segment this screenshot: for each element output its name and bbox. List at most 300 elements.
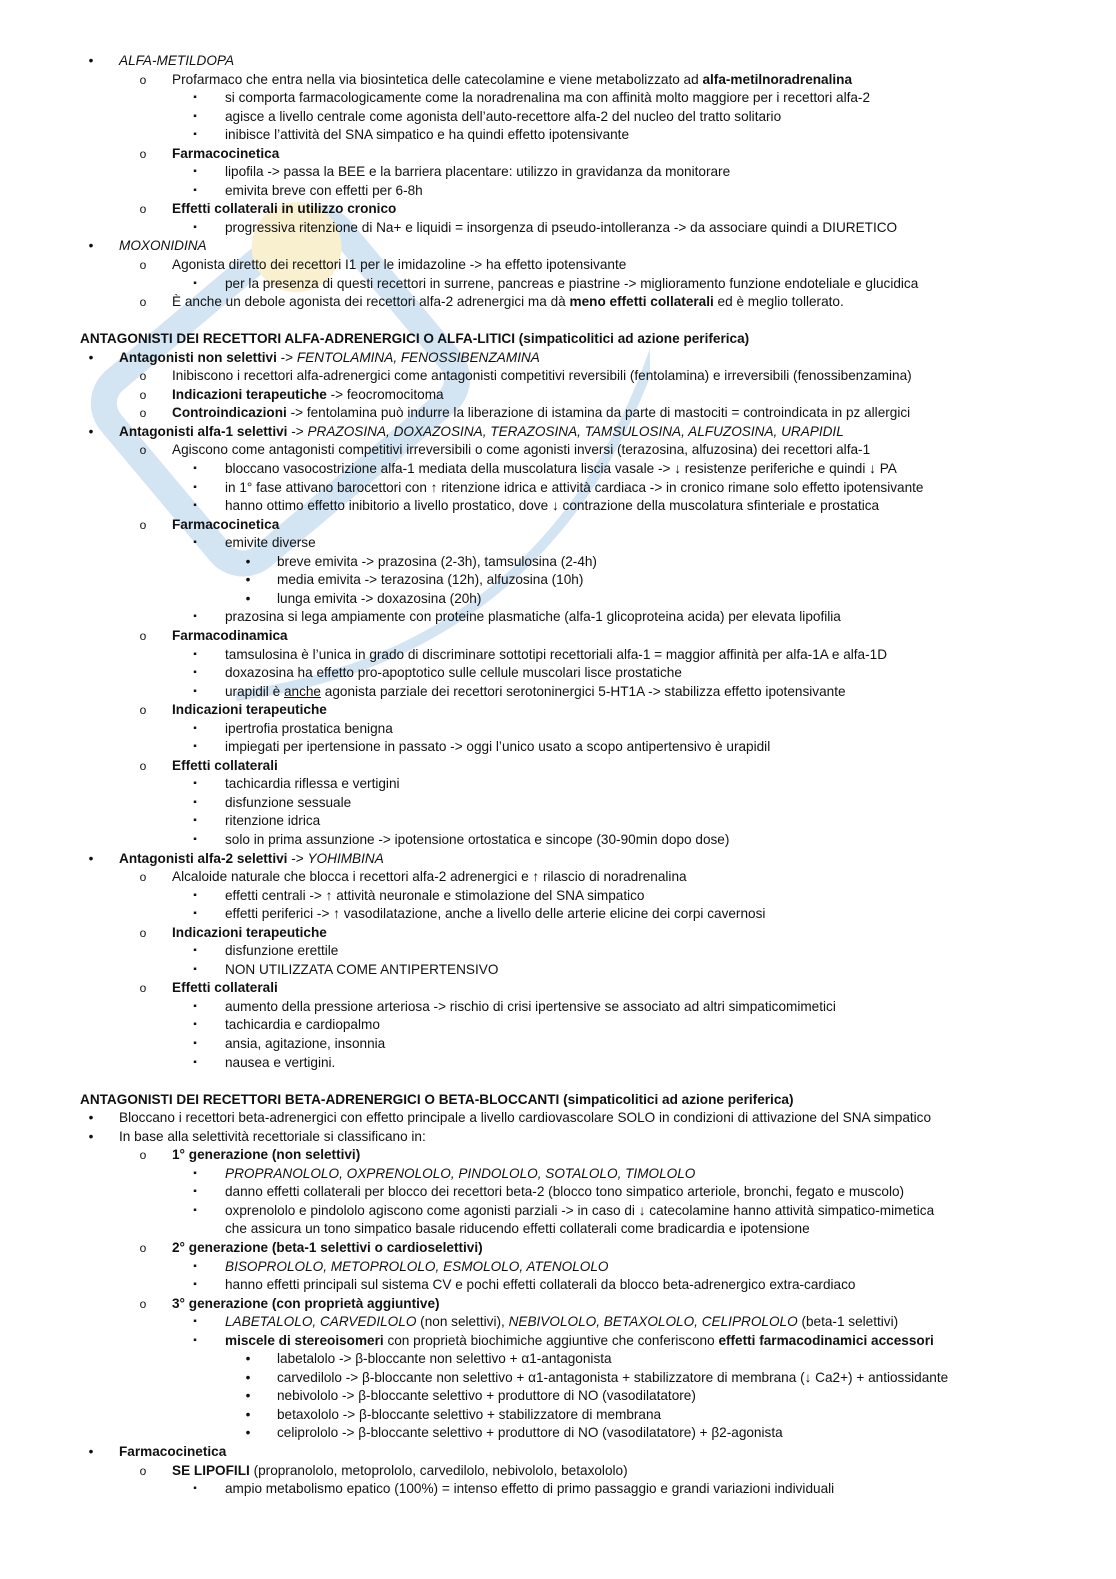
- list-item-text: [225, 831, 729, 850]
- list-item-text: [225, 275, 918, 294]
- text-run: lunga emivita -> doxazosina (20h): [277, 590, 482, 606]
- list-item-text: [172, 627, 288, 646]
- text-run: ANTAGONISTI DEI RECETTORI BETA-ADRENERGICI O BETA-BLOCCANTI (simpaticolitici ad azione periferica): [80, 1091, 794, 1107]
- list-item-level-3: [0, 460, 1116, 479]
- bullet-icon: ▪: [193, 648, 197, 660]
- list-item-level-4: [0, 1387, 1116, 1406]
- text-run: SE LIPOFILI: [172, 1462, 250, 1478]
- list-item-text: [225, 108, 781, 127]
- list-item-text: [225, 646, 887, 665]
- list-item-level-1: [0, 1443, 1116, 1462]
- list-item-level-3: [0, 108, 1116, 127]
- list-item-level-1: [0, 349, 1116, 368]
- text-run: NON UTILIZZATA COME ANTIPERTENSIVO: [225, 961, 499, 977]
- bullet-icon: •: [245, 572, 251, 588]
- text-run: anche: [283, 683, 321, 699]
- bullet-icon: ▪: [193, 1204, 197, 1216]
- text-run: YOHIMBINA: [307, 850, 384, 866]
- list-item-text: [172, 757, 278, 776]
- bullet-icon: ▪: [193, 908, 197, 920]
- list-item-text: [225, 1258, 609, 1277]
- list-item-text: [225, 887, 644, 906]
- bullet-icon: •: [245, 1425, 251, 1441]
- bullet-icon: o: [139, 258, 147, 273]
- text-run: Antagonisti alfa-1 selettivi: [119, 423, 288, 439]
- section-heading: [0, 330, 1116, 349]
- bullet-icon: o: [139, 758, 147, 773]
- list-item-text: [225, 1183, 904, 1202]
- text-run: breve emivita -> prazosina (2-3h), tamsulosina (2-4h): [277, 553, 597, 569]
- list-item-text: [80, 1091, 793, 1110]
- document-body: [0, 52, 1116, 1499]
- list-item-text: [172, 293, 844, 312]
- text-run: Agonista diretto dei recettori I1 per le imidazoline -> ha effetto ipotensivante: [172, 257, 627, 273]
- bullet-icon: ▪: [193, 667, 197, 679]
- list-item-text: [225, 1165, 695, 1184]
- list-item-level-2: [0, 868, 1116, 887]
- list-item-level-3: [0, 1258, 1116, 1277]
- list-item-level-3: [0, 1313, 1116, 1332]
- bullet-icon: o: [139, 870, 147, 885]
- text-run: Antagonisti alfa-2 selettivi: [119, 850, 288, 866]
- bullet-icon: ▪: [193, 537, 197, 549]
- list-item-level-3: [0, 534, 1116, 553]
- list-item-level-3: [0, 497, 1116, 516]
- bullet-icon: •: [245, 553, 251, 569]
- text-run: emivita breve con effetti per 6-8h: [225, 182, 423, 198]
- bullet-icon: •: [245, 1369, 251, 1385]
- bullet-icon: ▪: [193, 1000, 197, 1012]
- bullet-icon: •: [88, 1128, 94, 1144]
- list-item-text: [225, 1313, 898, 1332]
- list-item-level-2: [0, 924, 1116, 943]
- list-item-level-3: [0, 1183, 1116, 1202]
- text-run: celiprololo -> β-bloccante selettivo + produttore di NO (vasodilatatore) + β2-agonista: [277, 1425, 783, 1441]
- list-item-level-2: [0, 367, 1116, 386]
- text-run: miscele di stereoisomeri: [225, 1332, 384, 1348]
- list-item-level-4: [0, 1369, 1116, 1388]
- text-run: BISOPROLOLO, METOPROLOLO, ESMOLOLO, ATENOLOLO: [225, 1258, 609, 1274]
- text-run: NEBIVOLOLO, BETAXOLOLO, CELIPROLOLO: [508, 1314, 798, 1330]
- list-item-text: [172, 145, 279, 164]
- bullet-icon: •: [88, 1444, 94, 1460]
- list-item-level-3: [0, 1276, 1116, 1295]
- list-item-level-3: [0, 219, 1116, 238]
- text-run: meno effetti collaterali: [569, 294, 714, 310]
- list-item-text: [277, 1350, 612, 1369]
- list-item-level-3: [0, 942, 1116, 961]
- text-run: Effetti collaterali: [172, 757, 278, 773]
- list-item-text: [277, 1406, 661, 1425]
- text-run: doxazosina ha effetto pro-apoptotico sulle cellule muscolari lisce prostatiche: [225, 665, 682, 681]
- bullet-icon: ▪: [193, 1186, 197, 1198]
- list-item-text: [225, 219, 897, 238]
- text-run: Profarmaco che entra nella via biosintetica delle catecolamine e viene metabolizzato ad: [172, 71, 703, 87]
- list-item-level-3: [0, 1054, 1116, 1073]
- list-item-text: [277, 1369, 948, 1388]
- bullet-icon: ▪: [193, 833, 197, 845]
- bullet-icon: ▪: [193, 815, 197, 827]
- bullet-icon: ▪: [193, 1019, 197, 1031]
- bullet-icon: o: [139, 369, 147, 384]
- list-item-text: [172, 71, 852, 90]
- bullet-icon: o: [139, 1296, 147, 1311]
- text-run: urapidil è: [225, 683, 284, 699]
- list-item-text: [225, 942, 338, 961]
- text-run: si comporta farmacologicamente come la noradrenalina ma con affinità molto maggiore per i recettori alfa-2: [225, 90, 871, 106]
- text-run: tachicardia e cardiopalmo: [225, 1017, 380, 1033]
- text-run: ->: [287, 850, 308, 866]
- text-run: hanno ottimo effetto inibitorio a livello prostatico, dove ↓ contrazione della muscolatura sfinteriale e prostatica: [225, 498, 880, 514]
- bullet-icon: •: [88, 53, 94, 68]
- list-item-text: [277, 1387, 696, 1406]
- text-run: (beta-1 selettivi): [797, 1314, 899, 1330]
- list-item-text: [119, 52, 234, 71]
- list-item-text: [225, 1202, 934, 1221]
- list-item-level-3: [0, 961, 1116, 980]
- bullet-icon: ▪: [193, 1056, 197, 1068]
- list-item-text: [225, 1276, 855, 1295]
- list-item-level-2: [0, 1462, 1116, 1481]
- text-run: Indicazioni terapeutiche: [172, 702, 327, 718]
- list-item-level-3: [0, 275, 1116, 294]
- text-run: Alcaloide naturale che blocca i recettori alfa-2 adrenergici e ↑ rilascio di noradrenalina: [172, 869, 687, 885]
- text-run: progressiva ritenzione di Na+ e liquidi = insorgenza di pseudo-intolleranza -> da associare quindi a DIURETICO: [225, 219, 898, 235]
- list-item-text: [172, 979, 278, 998]
- bullet-icon: ▪: [193, 889, 197, 901]
- text-run: solo in prima assunzione -> ipotensione ortostatica e sincope (30-90min dopo dose): [225, 831, 730, 847]
- list-item-text: [119, 850, 384, 869]
- bullet-icon: o: [139, 1148, 147, 1163]
- text-run: ANTAGONISTI DEI RECETTORI ALFA-ADRENERGICI O ALFA-LITICI (simpaticolitici ad azione periferica): [80, 331, 750, 347]
- text-run: per la presenza di questi recettori in surrene, pancreas e piastrine -> miglioramento funzione endoteliale e glucidica: [225, 275, 919, 291]
- bullet-icon: ▪: [193, 945, 197, 957]
- text-run: inibisce l’attività del SNA simpatico e ha quindi effetto ipotensivante: [225, 127, 630, 143]
- bullet-icon: o: [139, 406, 147, 421]
- text-run: FENTOLAMINA, FENOSSIBENZAMINA: [296, 349, 540, 365]
- text-run: effetti centrali -> ↑ attività neuronale e stimolazione del SNA simpatico: [225, 887, 645, 903]
- list-item-level-1: [0, 423, 1116, 442]
- list-item-level-2: [0, 627, 1116, 646]
- list-item-text: [119, 349, 540, 368]
- bullet-icon: o: [139, 387, 147, 402]
- list-item-text: [225, 1480, 834, 1499]
- list-item-text: [172, 1462, 628, 1481]
- list-item-level-2: [0, 1146, 1116, 1165]
- list-item-text: [172, 924, 327, 943]
- bullet-icon: •: [88, 850, 94, 866]
- list-item-text: [225, 738, 770, 757]
- list-item-level-1: [0, 1109, 1116, 1128]
- text-run: (non selettivi),: [416, 1314, 509, 1330]
- text-run: Farmacodinamica: [172, 627, 288, 643]
- bullet-icon: o: [139, 517, 147, 532]
- bullet-icon: ▪: [193, 796, 197, 808]
- list-item-level-2: [0, 404, 1116, 423]
- list-item-text: [225, 794, 351, 813]
- list-item-text: [225, 1054, 335, 1073]
- list-item-level-3: [0, 126, 1116, 145]
- list-item-text: [225, 683, 846, 702]
- list-item-level-2: [0, 979, 1116, 998]
- list-item-text: [225, 664, 682, 683]
- list-item-text: [172, 200, 396, 219]
- list-item-level-2: [0, 200, 1116, 219]
- text-run: hanno effetti principali sul sistema CV e pochi effetti collaterali da blocco beta-adrenergico extra-cardiaco: [225, 1277, 856, 1293]
- text-run: PRAZOSINA, DOXAZOSINA, TERAZOSINA, TAMSULOSINA, ALFUZOSINA, URAPIDIL: [307, 423, 844, 439]
- text-run: danno effetti collaterali per blocco dei recettori beta-2 (blocco tono simpatico arteriole, bronchi, fegato e muscolo): [225, 1184, 905, 1200]
- text-run: agonista parziale dei recettori serotoninergici 5-HT1A -> stabilizza effetto ipotensivante: [321, 683, 846, 699]
- blank-line: [0, 312, 1116, 331]
- text-run: ipertrofia prostatica benigna: [225, 720, 393, 736]
- bullet-icon: ▪: [193, 1260, 197, 1272]
- list-item-text: [172, 1295, 440, 1314]
- bullet-icon: o: [139, 1241, 147, 1255]
- text-run: che assicura un tono simpatico basale riducendo effetti collaterali come bradicardia e ipotensione: [225, 1221, 810, 1237]
- list-item-text: [172, 256, 626, 275]
- text-run: disfunzione sessuale: [225, 794, 352, 810]
- list-item-text: [225, 998, 836, 1017]
- text-run: Bloccano i recettori beta-adrenergici con effetto principale a livello cardiovascolare SOLO in condizioni di attivazione del SNA simpatico: [119, 1110, 932, 1126]
- list-item-level-2: [0, 1239, 1116, 1258]
- text-run: 1° generazione (non selettivi): [172, 1147, 361, 1163]
- list-item-text: [172, 367, 912, 386]
- list-item-level-2: [0, 701, 1116, 720]
- text-run: LABETALOLO, CARVEDILOLO: [225, 1314, 417, 1330]
- bullet-icon: ▪: [193, 741, 197, 753]
- list-item-level-3: [0, 738, 1116, 757]
- list-item-level-3: [0, 1332, 1116, 1351]
- text-run: 3° generazione (con proprietà aggiuntive): [172, 1295, 440, 1311]
- list-item-level-2: [0, 1295, 1116, 1314]
- text-run: carvedilolo -> β-bloccante non selettivo + α1-antagonista + stabilizzatore di membrana (↓ Ca2+) + antiossidante: [277, 1369, 949, 1385]
- list-item-level-3: [0, 1035, 1116, 1054]
- list-item-level-4: [0, 1406, 1116, 1425]
- list-item-text: [277, 553, 597, 572]
- text-run: prazosina si lega ampiamente con proteine plasmatiche (alfa-1 glicoproteina acida) per elevata lipofilia: [225, 609, 841, 625]
- text-run: tachicardia riflessa e vertigini: [225, 776, 400, 792]
- bullet-icon: o: [139, 925, 147, 940]
- text-run: media emivita -> terazosina (12h), alfuzosina (10h): [277, 572, 584, 588]
- list-item-level-3: [0, 1202, 1116, 1221]
- list-item-level-2: [0, 516, 1116, 535]
- bullet-icon: ▪: [193, 277, 197, 289]
- text-run: Controindicazioni: [172, 405, 287, 421]
- list-item-text: [225, 460, 897, 479]
- bullet-icon: •: [245, 1351, 251, 1367]
- text-run: PROPRANOLOLO, OXPRENOLOLO, PINDOLOLO, SOTALOLO, TIMOLOLO: [225, 1165, 696, 1181]
- text-run: aumento della pressione arteriosa -> rischio di crisi ipertensive se associato ad altri simpaticomimetici: [225, 998, 836, 1014]
- bullet-icon: ▪: [193, 1483, 197, 1495]
- list-item-level-1: [0, 237, 1116, 256]
- text-run: Effetti collaterali in utilizzo cronico: [172, 201, 397, 217]
- text-run: Agiscono come antagonisti competitivi irreversibili o come agonisti inversi (terazosina, alfuzosina) dei recettori alfa-1: [172, 442, 871, 458]
- text-run: -> feocromocitoma: [326, 386, 444, 402]
- list-item-text: [225, 905, 765, 924]
- list-item-level-3: [0, 1016, 1116, 1035]
- list-item-text: [172, 386, 444, 405]
- text-run: effetti farmacodinamici accessori: [718, 1332, 934, 1348]
- list-item-level-3: [0, 664, 1116, 683]
- bullet-icon: ▪: [193, 1167, 197, 1179]
- text-run: disfunzione erettile: [225, 943, 339, 959]
- text-run: in 1° fase attivano barocettori con ↑ ritenzione idrica e attività cardiaca -> in cronico rimane solo effetto ipotensivante: [225, 479, 924, 495]
- bullet-icon: ▪: [193, 722, 197, 734]
- bullet-icon: ▪: [193, 500, 197, 512]
- list-item-text: [172, 701, 327, 720]
- list-item-level-4: [0, 590, 1116, 609]
- text-run: labetalolo -> β-bloccante non selettivo + α1-antagonista: [277, 1351, 612, 1367]
- list-item-text: [225, 1332, 934, 1351]
- text-run: ->: [287, 423, 308, 439]
- text-run: nebivololo -> β-bloccante selettivo + produttore di NO (vasodilatatore): [277, 1388, 696, 1404]
- bullet-icon: o: [139, 146, 147, 161]
- bullet-icon: o: [139, 295, 147, 310]
- text-run: agisce a livello centrale come agonista dell’auto-recettore alfa-2 del nucleo del tratto solitario: [225, 108, 782, 124]
- list-item-level-3: [0, 89, 1116, 108]
- list-item-level-3: [0, 720, 1116, 739]
- text-run: Indicazioni terapeutiche: [172, 924, 327, 940]
- bullet-icon: •: [88, 1110, 94, 1126]
- bullet-icon: •: [88, 349, 94, 365]
- bullet-icon: ▪: [193, 166, 197, 178]
- bullet-icon: •: [245, 1388, 251, 1404]
- list-item-text: [172, 404, 910, 423]
- text-run: nausea e vertigini.: [225, 1054, 336, 1070]
- text-run: ampio metabolismo epatico (100%) = intenso effetto di primo passaggio e grandi variazioni individuali: [225, 1481, 835, 1497]
- list-item-text: [225, 479, 923, 498]
- list-item-level-3: [0, 887, 1116, 906]
- text-run: impiegati per ipertensione in passato -> oggi l’unico usato a scopo antipertensivo è urapidil: [225, 739, 771, 755]
- list-item-level-2: [0, 71, 1116, 90]
- bullet-icon: ▪: [193, 481, 197, 493]
- text-run: effetti periferici -> ↑ vasodilatazione, anche a livello delle arterie elicine dei corpi cavernosi: [225, 906, 766, 922]
- list-item-text: [119, 1443, 226, 1462]
- list-item-level-3: [0, 182, 1116, 201]
- list-item-text: [119, 1128, 426, 1147]
- list-item-text: [225, 534, 316, 553]
- list-item-level-3: [0, 998, 1116, 1017]
- list-item-text: [225, 720, 393, 739]
- list-item-text: [172, 1239, 483, 1258]
- text-run: tamsulosina è l’unica in grado di discriminare sottotipi recettoriali alfa-1 = maggior affinità per alfa-1A e alfa-1D: [225, 646, 888, 662]
- bullet-icon: •: [88, 238, 94, 254]
- list-item-level-3: [0, 479, 1116, 498]
- bullet-icon: ▪: [193, 463, 197, 475]
- list-item-level-2: [0, 256, 1116, 275]
- list-item-text: [172, 441, 870, 460]
- section-heading: [0, 1091, 1116, 1110]
- text-run: ed è meglio tollerato.: [713, 294, 844, 310]
- list-item-level-1: [0, 1128, 1116, 1147]
- text-run: emivite diverse: [225, 535, 316, 551]
- list-item-level-3: [0, 646, 1116, 665]
- bullet-icon: ▪: [193, 129, 197, 141]
- bullet-icon: ▪: [193, 110, 197, 122]
- text-run: MOXONIDINA: [119, 238, 207, 254]
- text-run: ritenzione idrica: [225, 813, 321, 829]
- bullet-icon: o: [139, 628, 147, 643]
- list-item-level-4: [0, 1350, 1116, 1369]
- bullet-icon: ▪: [193, 685, 197, 697]
- bullet-icon: ▪: [193, 92, 197, 104]
- list-item-level-3: [0, 1165, 1116, 1184]
- bullet-icon: o: [139, 72, 147, 87]
- list-item-text: [80, 330, 749, 349]
- list-item-continuation: [0, 1220, 1116, 1239]
- text-run: betaxololo -> β-bloccante selettivo + stabilizzatore di membrana: [277, 1406, 662, 1422]
- text-run: lipofila -> passa la BEE e la barriera placentare: utilizzo in gravidanza da monitorare: [225, 164, 731, 180]
- list-item-level-3: [0, 163, 1116, 182]
- text-run: Effetti collaterali: [172, 980, 278, 996]
- list-item-level-4: [0, 571, 1116, 590]
- list-item-level-3: [0, 1480, 1116, 1499]
- list-item-level-2: [0, 757, 1116, 776]
- list-item-level-3: [0, 794, 1116, 813]
- list-item-level-3: [0, 683, 1116, 702]
- text-run: In base alla selettività recettoriale si classificano in:: [119, 1128, 426, 1144]
- list-item-level-2: [0, 386, 1116, 405]
- list-item-level-4: [0, 553, 1116, 572]
- bullet-icon: ▪: [193, 184, 197, 196]
- bullet-icon: ▪: [193, 778, 197, 790]
- blank-line: [0, 1072, 1116, 1091]
- text-run: È anche un debole agonista dei recettori alfa-2 adrenergici ma dà: [172, 294, 570, 310]
- list-item-text: [225, 1035, 385, 1054]
- text-run: alfa-metilnoradrenalina: [702, 71, 853, 87]
- list-item-text: [225, 812, 320, 831]
- text-run: Antagonisti non selettivi: [119, 349, 277, 365]
- bullet-icon: o: [139, 981, 147, 996]
- list-item-text: [225, 163, 730, 182]
- bullet-icon: ▪: [193, 1037, 197, 1049]
- list-item-text: [225, 497, 879, 516]
- text-run: Farmacocinetica: [119, 1444, 227, 1460]
- bullet-icon: •: [88, 423, 94, 439]
- list-item-level-2: [0, 293, 1116, 312]
- list-item-level-2: [0, 441, 1116, 460]
- text-run: ansia, agitazione, insonnia: [225, 1035, 386, 1051]
- bullet-icon: ▪: [193, 221, 197, 233]
- bullet-icon: ▪: [193, 1334, 197, 1346]
- text-run: ALFA-METILDOPA: [119, 53, 235, 68]
- bullet-icon: ▪: [193, 611, 197, 623]
- list-item-text: [172, 1146, 360, 1165]
- bullet-icon: •: [245, 1406, 251, 1422]
- text-run: Farmacocinetica: [172, 516, 280, 532]
- bullet-icon: o: [139, 703, 147, 718]
- list-item-level-3: [0, 905, 1116, 924]
- list-item-text: [225, 89, 870, 108]
- list-item-text: [225, 1220, 810, 1239]
- list-item-text: [119, 423, 844, 442]
- text-run: Farmacocinetica: [172, 145, 280, 161]
- text-run: ->: [276, 349, 297, 365]
- list-item-level-2: [0, 145, 1116, 164]
- list-item-text: [225, 775, 400, 794]
- bullet-icon: o: [139, 443, 147, 458]
- list-item-level-1: [0, 52, 1116, 71]
- list-item-text: [225, 126, 629, 145]
- text-run: Indicazioni terapeutiche: [172, 386, 327, 402]
- text-run: 2° generazione (beta-1 selettivi o cardioselettivi): [172, 1240, 483, 1255]
- bullet-icon: •: [245, 590, 251, 606]
- text-run: (propranololo, metoprololo, carvedilolo, nebivololo, betaxololo): [249, 1462, 628, 1478]
- list-item-level-4: [0, 1424, 1116, 1443]
- list-item-level-3: [0, 775, 1116, 794]
- text-run: bloccano vasocostrizione alfa-1 mediata della muscolatura liscia vasale -> ↓ resistenze periferiche e quindi ↓ PA: [225, 461, 897, 477]
- text-run: Inibiscono i recettori alfa-adrenergici come antagonisti competitivi reversibili (fentolamina) e irreversibili (fenossibenzamina): [172, 368, 912, 384]
